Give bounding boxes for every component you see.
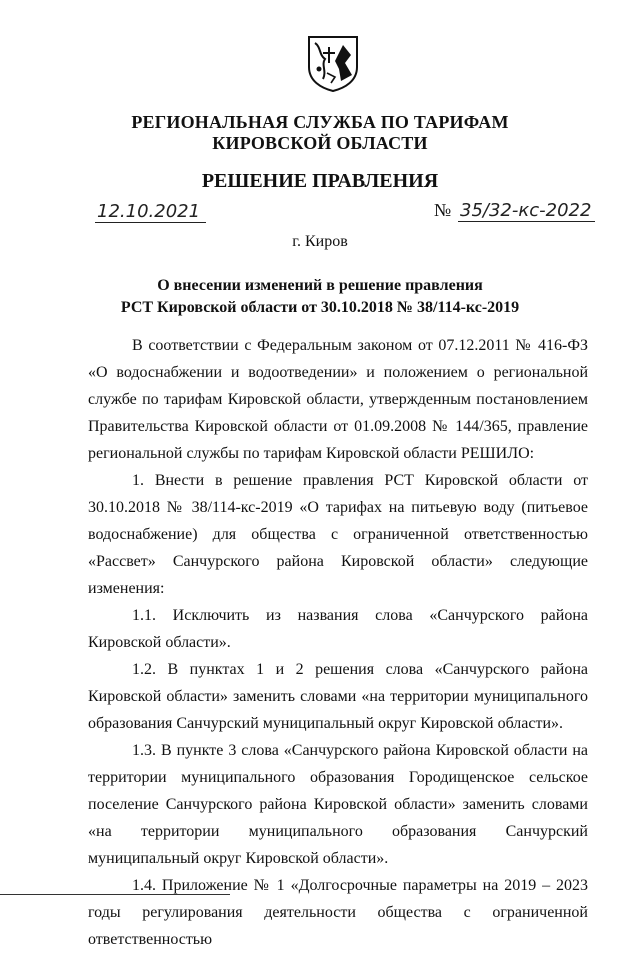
- org-name-line1: РЕГИОНАЛЬНАЯ СЛУЖБА ПО ТАРИФАМ: [131, 112, 509, 132]
- org-name-line2: КИРОВСКОЙ ОБЛАСТИ: [212, 133, 428, 153]
- item-1-4-paragraph: 1.4. Приложение № 1 «Долгосрочные параметры на 2019 – 2023 годы регулирования деятельности общества с ограниченной ответственностью: [88, 877, 588, 948]
- subject-heading: [0, 275, 640, 319]
- item-1-paragraph: 1. Внести в решение правления РСТ Кировской области от 30.10.2018 № 38/114-кс-2019 «О тарифах на питьевую воду (питьевое водоснабжение) для общества с ограниченной ответственностью «Рассвет» Санчурского района Кировской области» следующие изменения:: [88, 472, 588, 597]
- item-1-3-paragraph: 1.3. В пункте 3 слова «Санчурского района Кировской области на территории муниципального образования Городищенское сельское поселение Санчурского района Кировской области» заменить словами «на территории муниципального образования Санчурский муниципальный округ Кировской области».: [88, 742, 588, 867]
- subject-line2: РСТ Кировской области от 30.10.2018 № 38/114-кс-2019: [120, 299, 520, 316]
- subject-line1: О внесении изменений в решение правления: [157, 277, 483, 294]
- document-body: [88, 332, 588, 953]
- item-1-1-paragraph: 1.1. Исключить из названия слова «Санчурского района Кировской области».: [88, 607, 588, 651]
- footnote-divider: [0, 894, 230, 895]
- document-title: РЕШЕНИЕ ПРАВЛЕНИЯ: [201, 170, 439, 192]
- coat-of-arms-emblem: [305, 33, 361, 93]
- preamble-paragraph: В соответствии с Федеральным законом от 07.12.2011 № 416-ФЗ «О водоснабжении и водоотведении» и положением о региональной службе по тарифам Кировской области, утвержденным постановлением Правительства Кировской области от 01.09.2008 № 144/365, правление региональной службы по тарифам Кировской области РЕШИЛО:: [88, 337, 588, 462]
- item-1-2-paragraph: 1.2. В пунктах 1 и 2 решения слова «Санчурского района Кировской области» заменить словами «на территории муниципального образования Санчурский муниципальный округ Кировской области».: [88, 661, 588, 732]
- handwritten-date: 12.10.2021: [95, 201, 206, 223]
- city: г. Киров: [292, 233, 348, 250]
- number-label: №: [434, 200, 452, 220]
- handwritten-number: 35/32-кс-2022: [458, 200, 595, 222]
